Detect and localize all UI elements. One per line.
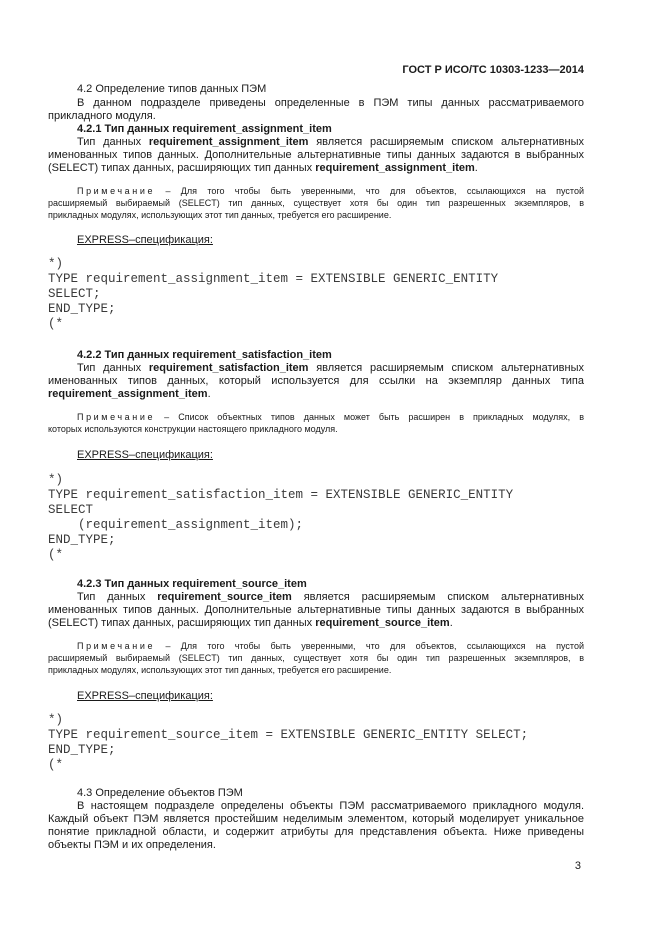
code-line: (* <box>48 317 64 331</box>
code-line: END_TYPE; <box>48 743 116 757</box>
text-span: – Для того чтобы быть уверенными, что для объектов, ссылающихся на пустой <box>165 641 584 651</box>
section-4-3-line-3: понятие прикладной области, и содержит атрибуты для представления объекта. Ниже приведены <box>48 826 584 838</box>
section-4-2-2-line-1 <box>77 361 584 375</box>
code-line: END_TYPE; <box>48 302 116 316</box>
code-line: TYPE requirement_source_item = EXTENSIBLE GENERIC_ENTITY SELECT; <box>48 728 529 742</box>
type-name: requirement_source_item <box>315 617 450 629</box>
note-1-line-2: расширяемый выбираемый (SELECT) тип данных, существует хотя бы один тип разрешенных экземпляров, в <box>48 198 584 208</box>
section-4-2-1-line-1 <box>77 135 584 149</box>
code-line: *) <box>48 713 64 727</box>
code-line: (* <box>48 548 64 562</box>
note-3-line-2: расширяемый выбираемый (SELECT) тип данных, существует хотя бы один тип разрешенных экземпляров, в <box>48 653 584 663</box>
code-line: *) <box>48 257 64 271</box>
section-4-2-1-line-2: именованных типов данных. Дополнительные альтернативные типы данных задаются в выбранных <box>48 149 584 161</box>
section-4-3-line-4: объекты ПЭМ и их определения. <box>48 839 216 851</box>
code-line: TYPE requirement_assignment_item = EXTENSIBLE GENERIC_ENTITY <box>48 272 499 286</box>
text-span: – Список объектных типов данных может быть расширен в прикладных модулях, в <box>164 412 584 422</box>
text-span: Тип данных <box>77 136 142 148</box>
section-4-2-3-line-2: именованных типов данных. Дополнительные альтернативные типы данных задаются в выбранных <box>48 604 584 616</box>
section-4-2-3-line-3 <box>48 616 453 630</box>
section-4-2-3-heading: 4.2.3 Тип данных requirement_source_item <box>77 578 307 590</box>
type-name: requirement_satisfaction_item <box>148 362 309 374</box>
express-spec-label-1: EXPRESS–спецификация: <box>77 234 213 246</box>
code-block-2 <box>48 473 513 563</box>
express-spec-label-3: EXPRESS–спецификация: <box>77 690 213 702</box>
code-line: TYPE requirement_satisfaction_item = EXTENSIBLE GENERIC_ENTITY <box>48 488 514 502</box>
text-span: является расширяемым списком альтернативных <box>316 136 584 148</box>
section-4-2-1-heading: 4.2.1 Тип данных requirement_assignment_item <box>77 123 332 135</box>
note-lead: Примечание <box>77 412 156 422</box>
text-span: Тип данных <box>77 362 142 374</box>
type-name: requirement_assignment_item <box>48 388 208 400</box>
text-span: . <box>449 617 453 629</box>
note-3-line-3: прикладных модулях, использующих этот тип данных, требуется его расширение. <box>48 665 392 675</box>
code-line: (requirement_assignment_item); <box>48 518 304 532</box>
text-span: . <box>207 388 211 400</box>
code-line: *) <box>48 473 64 487</box>
text-span: Тип данных <box>77 591 146 603</box>
note-1-line-3: прикладных модулях, использующих этот тип данных, требуется его расширение. <box>48 210 392 220</box>
section-4-2-2-line-2: именованных типов данных, который используется для ссылки на экземпляр данных типа <box>48 375 584 387</box>
document-code: ГОСТ Р ИСО/ТС 10303-1233—2014 <box>402 64 584 76</box>
section-4-3-heading: 4.3 Определение объектов ПЭМ <box>77 787 243 799</box>
note-lead: Примечание <box>77 186 156 196</box>
note-2-line-2: которых используются конструкции настоящего прикладного модуля. <box>48 424 338 434</box>
text-span: является расширяемым списком альтернативных <box>303 591 584 603</box>
type-name: requirement_source_item <box>157 591 292 603</box>
type-name: requirement_assignment_item <box>315 162 475 174</box>
section-4-2-heading: 4.2 Определение типов данных ПЭМ <box>77 83 267 95</box>
code-line: END_TYPE; <box>48 533 116 547</box>
section-4-2-3-line-1 <box>77 590 584 604</box>
section-4-3-line-2: Каждый объект ПЭМ является простейшим неделимым элементом, который моделирует уникальное <box>48 813 584 825</box>
code-line: (* <box>48 758 64 772</box>
text-span: (SELECT) типах данных, расширяющих тип данных <box>48 162 313 174</box>
text-span: . <box>474 162 478 174</box>
express-spec-label-2: EXPRESS–спецификация: <box>77 449 213 461</box>
note-lead: Примечание <box>77 641 156 651</box>
code-line: SELECT <box>48 503 94 517</box>
text-span: (SELECT) типах данных, расширяющих тип данных <box>48 617 313 629</box>
section-4-2-2-line-3 <box>48 387 211 401</box>
section-4-2-line-1: В данном подразделе приведены определенные в ПЭМ типы данных рассматриваемого <box>77 97 584 109</box>
text-span: – Для того чтобы быть уверенными, что для объектов, ссылающихся на пустой <box>165 186 584 196</box>
section-4-2-1-line-3 <box>48 161 478 175</box>
page-number: 3 <box>574 860 581 872</box>
section-4-3-line-1: В настоящем подразделе определены объекты ПЭМ рассматриваемого прикладного модуля. <box>77 800 584 812</box>
section-4-2-2-heading: 4.2.2 Тип данных requirement_satisfaction_item <box>77 349 332 361</box>
text-span: является расширяемым списком альтернативных <box>316 362 584 374</box>
code-block-1 <box>48 257 498 332</box>
type-name: requirement_assignment_item <box>148 136 309 148</box>
code-block-3 <box>48 713 528 773</box>
section-4-2-line-2: прикладного модуля. <box>48 110 156 122</box>
code-line: SELECT; <box>48 287 101 301</box>
